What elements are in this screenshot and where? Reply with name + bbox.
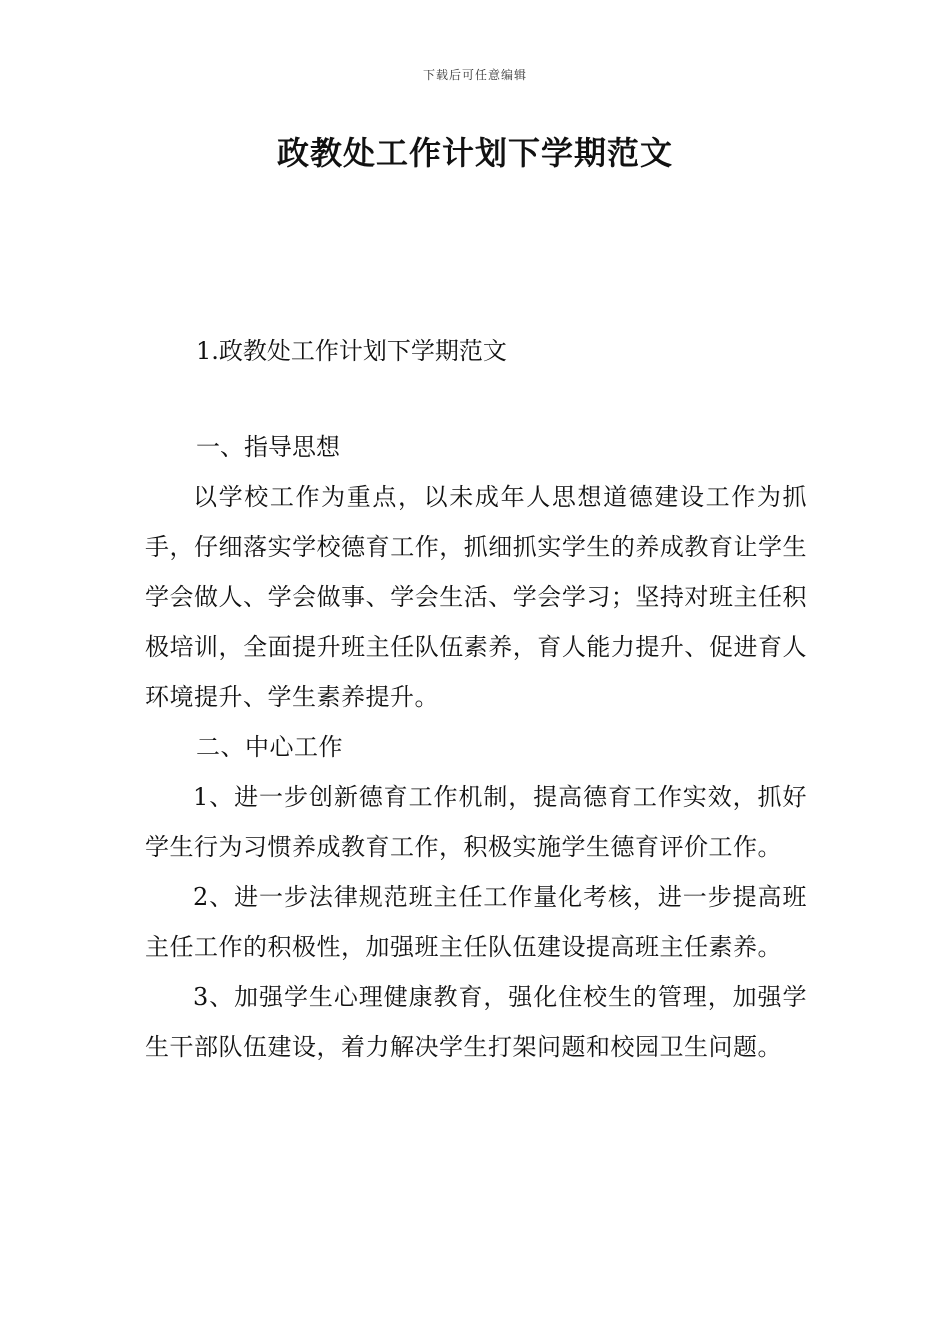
list-item: 2、进一步法律规范班主任工作量化考核，进一步提高班主任工作的积极性，加强班主任队伍建设提高班主任素养。 — [145, 883, 807, 961]
section-heading: 1.政教处工作计划下学期范文 — [196, 337, 507, 365]
part2-heading: 二、中心工作 — [196, 733, 343, 761]
part1-body — [145, 472, 807, 1072]
list-item: 1、进一步创新德育工作机制，提高德育工作实效，抓好学生行为习惯养成教育工作，积极实施学生德育评价工作。 — [145, 783, 807, 861]
header-note: 下载后可任意编辑 — [422, 68, 527, 82]
list-item: 3、加强学生心理健康教育，强化住校生的管理，加强学生干部队伍建设，着力解决学生打架问题和校园卫生问题。 — [145, 983, 807, 1061]
part1-heading: 一、指导思想 — [196, 433, 340, 461]
document-title: 政教处工作计划下学期范文 — [276, 134, 673, 172]
part1-paragraph: 以学校工作为重点，以未成年人思想道德建设工作为抓手，仔细落实学校德育工作，抓细抓实学生的养成教育让学生学会做人、学会做事、学会生活、学会学习；坚持对班主任积极培训，全面提升班主任队伍素养，育人能力提升、促进育人环境提升、学生素养提升。 — [145, 483, 807, 711]
